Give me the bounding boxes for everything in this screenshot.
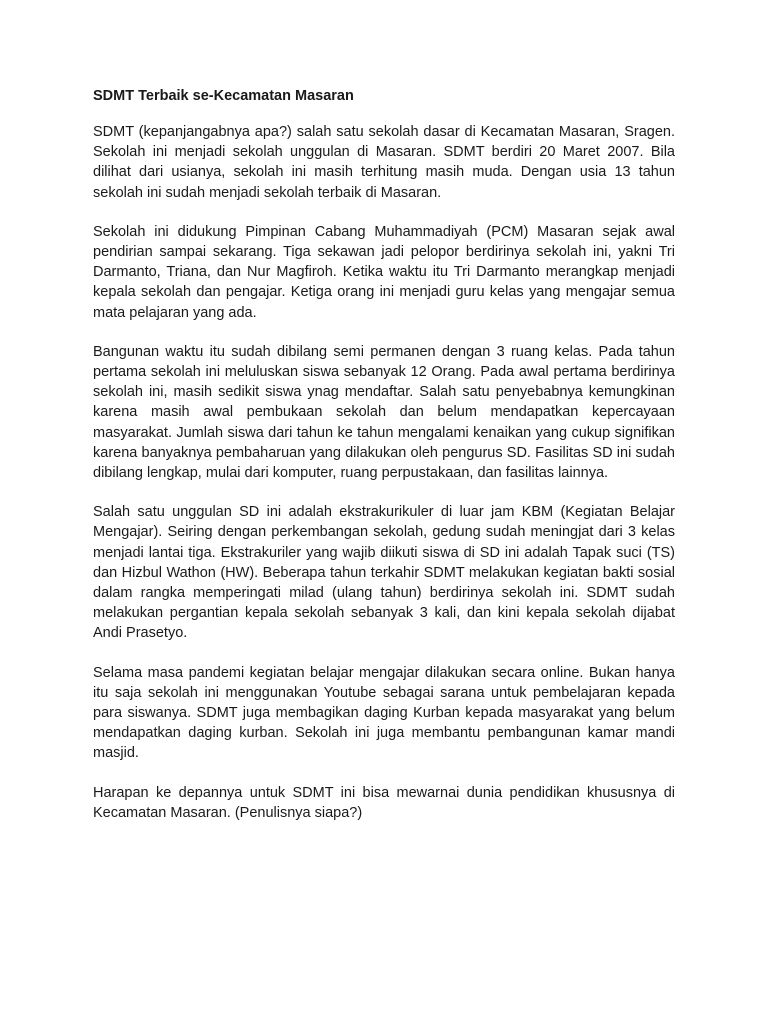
paragraph-4: Salah satu unggulan SD ini adalah ekstrakurikuler di luar jam KBM (Kegiatan Belajar Mengajar). Seiring dengan perkembangan sekolah, gedung sudah meningjat dari 3 kelas menjadi lantai tiga. Ekstrakuriler yang wajib diikuti siswa di SD ini adalah Tapak suci (TS) dan Hizbul Wathon (HW). Beberapa tahun terkahir SDMT melakukan kegiatan bakti sosial dalam rangka memperingati milad (ulang tahun) berdirinya sekolah ini. SDMT sudah melakukan pergantian kepala sekolah sebanyak 3 kali, dan kini kepala sekolah dijabat Andi Prasetyo. xyxy=(93,504,675,642)
paragraph-3: Bangunan waktu itu sudah dibilang semi permanen dengan 3 ruang kelas. Pada tahun pertama sekolah ini meluluskan siswa sebanyak 12 Orang. Pada awal pertama berdirinya sekolah ini, masih sedikit siswa ynag mendaftar. Salah satu penyebabnya kemungkinan karena masih awal pembukaan sekolah dan belum mendapatkan kepercayaan masyarakat. Jumlah siswa dari tahun ke tahun mengalami kenaikan yang cukup signifikan karena banyaknya pembaharuan yang dilakukan oleh pengurus SD. Fasilitas SD ini sudah dibilang lengkap, mulai dari komputer, ruang perpustakaan, dan fasilitas lainnya. xyxy=(93,343,675,482)
paragraph-1: SDMT (kepanjangabnya apa?) salah satu sekolah dasar di Kecamatan Masaran, Sragen. Sekolah ini menjadi sekolah unggulan di Masaran. SDMT berdiri 20 Maret 2007. Bila dilihat dari usianya, sekolah ini masih terhitung masih muda. Dengan usia 13 tahun sekolah ini sudah menjadi sekolah terbaik di Masaran. xyxy=(93,124,675,201)
document-title: SDMT Terbaik se-Kecamatan Masaran xyxy=(93,88,354,104)
paragraph-2: Sekolah ini didukung Pimpinan Cabang Muhammadiyah (PCM) Masaran sejak awal pendirian sampai sekarang. Tiga sekawan jadi pelopor berdirinya sekolah ini, yakni Tri Darmanto, Triana, dan Nur Magfiroh. Ketika waktu itu Tri Darmanto merangkap menjadi kepala sekolah dan pengajar. Ketiga orang ini menjadi guru kelas yang mengajar semua mata pelajaran yang ada. xyxy=(93,223,675,321)
paragraph-5: Selama masa pandemi kegiatan belajar mengajar dilakukan secara online. Bukan hanya itu saja sekolah ini menggunakan Youtube sebagai sarana untuk pembelajaran kepada para siswanya. SDMT juga membagikan daging Kurban kepada masyarakat yang belum mendapatkan daging kurban. Sekolah ini juga membantu pembangunan kamar mandi masjid. xyxy=(93,664,675,762)
paragraph-6: Harapan ke depannya untuk SDMT ini bisa mewarnai dunia pendidikan khususnya di Kecamatan Masaran. (Penulisnya siapa?) xyxy=(93,784,675,821)
